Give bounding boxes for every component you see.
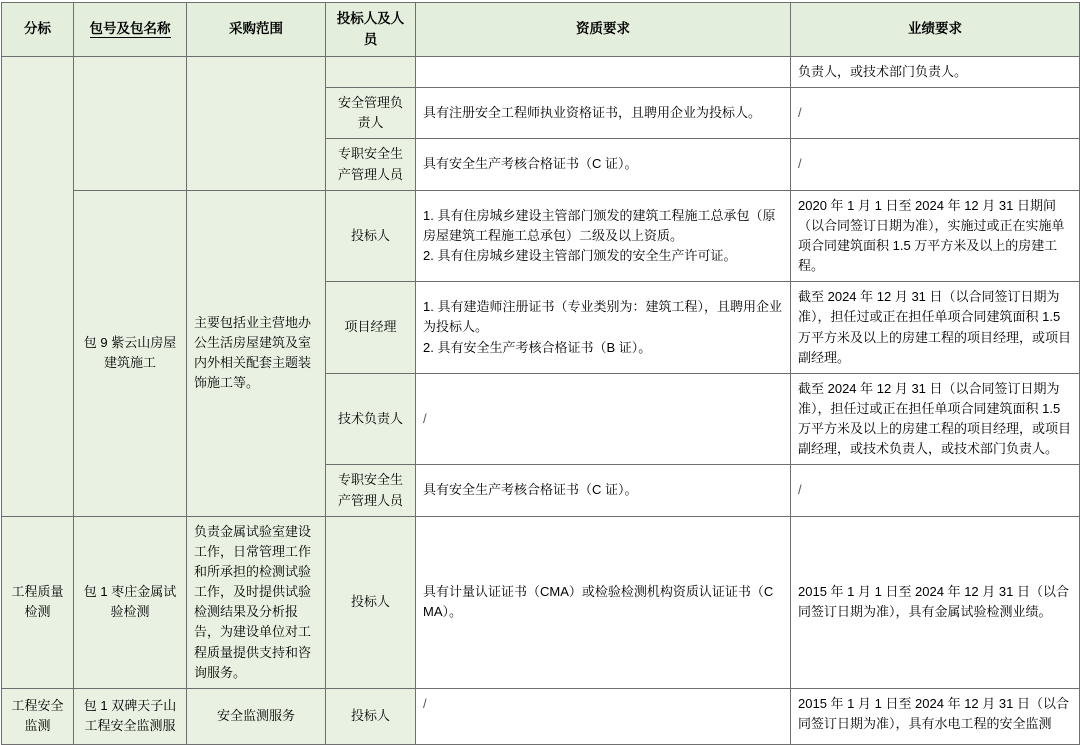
bid-requirements-table [1,2,1080,745]
cell-qualification-project-manager [416,282,791,374]
header-package: 包号及包名称 [74,3,187,57]
cell-role-blank [326,57,416,88]
qualification-line: 2. 具有住房城乡建设主管部门颁发的安全生产许可证。 [423,248,737,264]
table-header-row [2,3,1080,57]
cell-performance-safety-staff-2: / [791,465,1080,516]
cell-performance-safety-staff: / [791,139,1080,190]
header-performance: 业绩要求 [791,3,1080,57]
cell-role-safety-staff: 专职安全生产管理人员 [326,139,416,190]
header-section: 分标 [2,3,74,57]
cell-qualification-safety-monitoring: / [416,688,791,744]
cell-package-9: 包 9 紫云山房屋建筑施工 [74,190,187,516]
cell-package-1-zaozhuang: 包 1 枣庄金属试验检测 [74,516,187,688]
cell-qualification-quality-testing: 具有计量认证证书（CMA）或检验检测机构资质认证证书（CMA）。 [416,516,791,688]
cell-role-bidder-quality: 投标人 [326,516,416,688]
cell-scope-blank [187,57,326,191]
cell-package-1-shuangbei: 包 1 双碑天子山工程安全监测服 [74,688,187,744]
cell-qualification-safety-staff: 具有安全生产考核合格证书（C 证）。 [416,139,791,190]
header-qualification: 资质要求 [416,3,791,57]
cell-role-safety-staff-2: 专职安全生产管理人员 [326,465,416,516]
cell-qualification-safety-staff-2: 具有安全生产考核合格证书（C 证）。 [416,465,791,516]
qualification-line: 1. 具有建造师注册证书（专业类别为：建筑工程），且聘用企业为投标人。 [423,299,782,335]
document-page [0,2,1080,734]
cell-qualification-blank [416,57,791,88]
header-scope: 采购范围 [187,3,326,57]
table-row [2,190,1080,282]
cell-scope-package-9: 主要包括业主营地办公生活房屋建筑及室内外相关配套主题装饰施工等。 [187,190,326,516]
cell-package-blank [74,57,187,191]
cell-section-blank [2,57,74,517]
cell-performance-bidder: 2020 年 1 月 1 日至 2024 年 12 月 31 日期间（以合同签订日期为准），实施过或正在实施单项合同建筑面积 1.5 万平方米及以上的房建工程。 [791,190,1080,282]
cell-qualification-technical-lead: / [416,373,791,465]
cell-performance-safety-monitoring: 2015 年 1 月 1 日至 2024 年 12 月 31 日（以合同签订日期为准），具有水电工程的安全监测 [791,688,1080,744]
cell-performance-quality-testing: 2015 年 1 月 1 日至 2024 年 12 月 31 日（以合同签订日期为准），具有金属试验检测业绩。 [791,516,1080,688]
table-row [2,688,1080,744]
cell-scope-safety-monitoring: 安全监测服务 [187,688,326,744]
header-bidder-personnel: 投标人及人员 [326,3,416,57]
cell-role-bidder-safety: 投标人 [326,688,416,744]
cell-role-technical-lead: 技术负责人 [326,373,416,465]
qualification-line: 1. 具有住房城乡建设主管部门颁发的建筑工程施工总承包（原房屋建筑工程施工总承包）二级及以上资质。 [423,207,776,243]
cell-qualification-safety-manager: 具有注册安全工程师执业资格证书，且聘用企业为投标人。 [416,88,791,139]
cell-qualification-bidder [416,190,791,282]
cell-performance-safety-manager: / [791,88,1080,139]
cell-performance-technical-lead: 截至 2024 年 12 月 31 日（以合同签订日期为准），担任过或正在担任单项合同建筑面积 1.5 万平方米及以上的房建工程的项目经理，或项目副经理，或技术负责人，或技术部门负责人。 [791,373,1080,465]
cell-role-project-manager: 项目经理 [326,282,416,374]
table-row [2,57,1080,88]
table-row [2,516,1080,688]
cell-section-quality-testing: 工程质量检测 [2,516,74,688]
cell-section-safety-monitoring: 工程安全监测 [2,688,74,744]
cell-scope-quality-testing: 负责金属试验室建设工作，日常管理工作和所承担的检测试验工作，及时提供试验检测结果及分析报告，为建设单位对工程质量提供支持和咨询服务。 [187,516,326,688]
qualification-line: 2. 具有安全生产考核合格证书（B 证）。 [423,339,652,355]
cell-performance-project-manager: 截至 2024 年 12 月 31 日（以合同签订日期为准），担任过或正在担任单项合同建筑面积 1.5 万平方米及以上的房建工程的项目经理，或项目副经理。 [791,282,1080,374]
cell-role-safety-manager: 安全管理负责人 [326,88,416,139]
cell-performance-continued: 负责人，或技术部门负责人。 [791,57,1080,88]
cell-role-bidder: 投标人 [326,190,416,282]
